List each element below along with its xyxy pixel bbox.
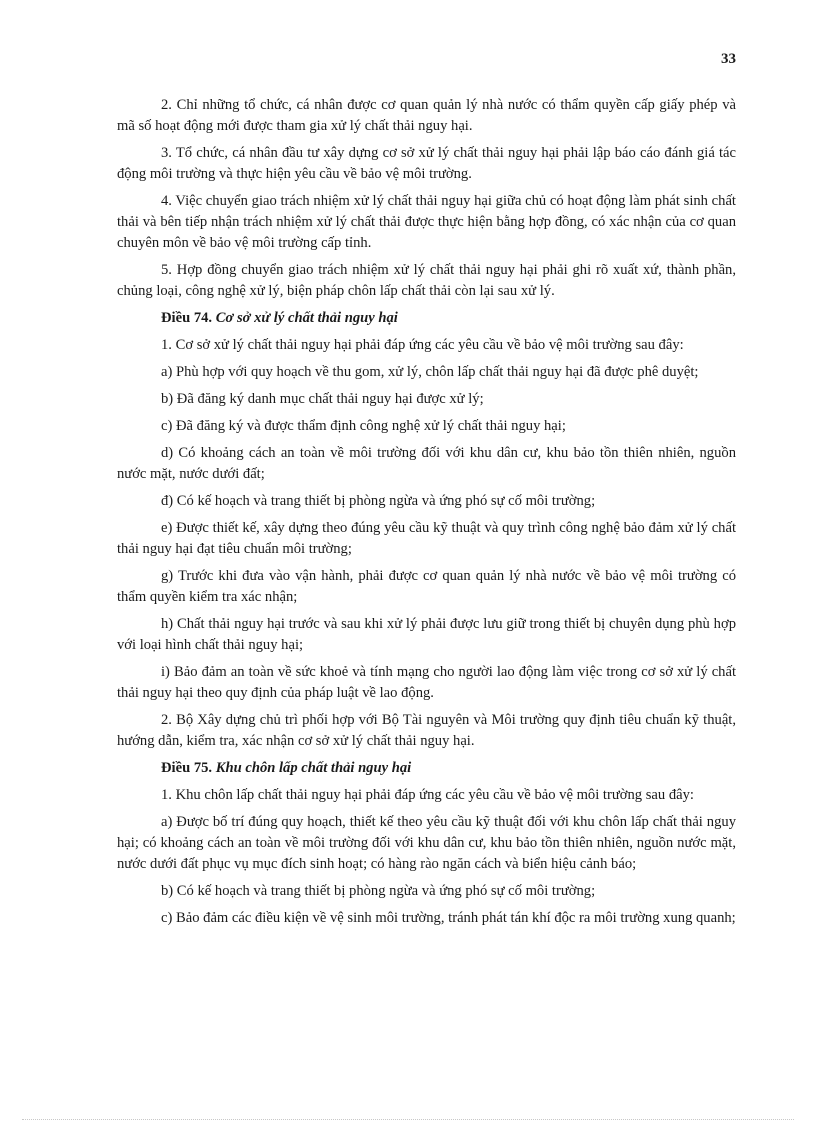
paragraph: a) Phù hợp với quy hoạch về thu gom, xử lý, chôn lấp chất thải nguy hại đã được phê duyệt;	[161, 364, 699, 380]
paragraph: c) Bảo đảm các điều kiện về vệ sinh môi trường, tránh phát tán khí độc ra môi trường xung quanh;	[161, 910, 736, 926]
paragraph: b) Có kế hoạch và trang thiết bị phòng ngừa và ứng phó sự cố môi trường;	[161, 883, 596, 899]
paragraph: 5. Hợp đồng chuyển giao trách nhiệm xử lý chất thải nguy hại phải ghi rõ xuất xứ, thành phần, chủng loại, công nghệ xử lý, biện pháp chôn lấp chất thải còn lại sau xử lý.	[117, 262, 736, 299]
paragraph: i) Bảo đảm an toàn về sức khoẻ và tính mạng cho người lao động làm việc trong cơ sở xử lý chất thải nguy hại theo quy định của pháp luật về lao động.	[117, 664, 736, 701]
paragraph: c) Đã đăng ký và được thẩm định công nghệ xử lý chất thải nguy hại;	[161, 418, 566, 434]
paragraph: d) Có khoảng cách an toàn về môi trường đối với khu dân cư, khu bảo tồn thiên nhiên, nguồn nước mặt, nước dưới đất;	[117, 445, 736, 482]
document-body	[117, 95, 736, 935]
page-bottom-divider	[22, 1119, 794, 1120]
paragraph: 1. Cơ sở xử lý chất thải nguy hại phải đáp ứng các yêu cầu về bảo vệ môi trường sau đây:	[161, 337, 684, 353]
paragraph: b) Đã đăng ký danh mục chất thải nguy hại được xử lý;	[161, 391, 484, 407]
paragraph: a) Được bố trí đúng quy hoạch, thiết kế theo yêu cầu kỹ thuật đối với khu chôn lấp chất thải nguy hại; có khoảng cách an toàn về môi trường đối với khu dân cư, khu bảo tồn thiên nhiên, nguồn nước mặt, nước dưới đất phục vụ mục đích sinh hoạt; có hàng rào ngăn cách và biển hiệu cảnh báo;	[117, 814, 736, 872]
paragraph: 2. Bộ Xây dựng chủ trì phối hợp với Bộ Tài nguyên và Môi trường quy định tiêu chuẩn kỹ thuật, hướng dẫn, kiểm tra, xác nhận cơ sở xử lý chất thải nguy hại.	[117, 712, 736, 749]
paragraph: g) Trước khi đưa vào vận hành, phải được cơ quan quản lý nhà nước về bảo vệ môi trường có thẩm quyền kiểm tra xác nhận;	[117, 568, 736, 605]
paragraph: 3. Tổ chức, cá nhân đầu tư xây dựng cơ sở xử lý chất thải nguy hại phải lập báo cáo đánh giá tác động môi trường và thực hiện yêu cầu về bảo vệ môi trường.	[117, 145, 736, 182]
paragraph: e) Được thiết kế, xây dựng theo đúng yêu cầu kỹ thuật và quy trình công nghệ bảo đảm xử lý chất thải nguy hại đạt tiêu chuẩn môi trường;	[117, 520, 736, 557]
page-number: 33	[721, 51, 736, 67]
article-74-heading	[117, 308, 736, 329]
paragraph: 1. Khu chôn lấp chất thải nguy hại phải đáp ứng các yêu cầu về bảo vệ môi trường sau đây:	[161, 787, 694, 803]
paragraph: h) Chất thải nguy hại trước và sau khi xử lý phải được lưu giữ trong thiết bị chuyên dụng phù hợp với loại hình chất thải nguy hại;	[117, 616, 736, 653]
article-title: Cơ sở xử lý chất thải nguy hại	[215, 310, 398, 326]
article-title: Khu chôn lấp chất thải nguy hại	[215, 760, 412, 776]
article-75-heading	[117, 758, 736, 779]
article-number: Điều 75.	[161, 760, 213, 776]
paragraph: 2. Chỉ những tổ chức, cá nhân được cơ quan quản lý nhà nước có thẩm quyền cấp giấy phép và mã số hoạt động mới được tham gia xử lý chất thải nguy hại.	[117, 97, 736, 134]
paragraph: đ) Có kế hoạch và trang thiết bị phòng ngừa và ứng phó sự cố môi trường;	[161, 493, 596, 509]
article-number: Điều 74.	[161, 310, 213, 326]
paragraph: 4. Việc chuyển giao trách nhiệm xử lý chất thải nguy hại giữa chủ có hoạt động làm phát sinh chất thải và bên tiếp nhận trách nhiệm xử lý chất thải được thực hiện bằng hợp đồng, có xác nhận của cơ quan chuyên môn về bảo vệ môi trường cấp tỉnh.	[117, 193, 736, 251]
